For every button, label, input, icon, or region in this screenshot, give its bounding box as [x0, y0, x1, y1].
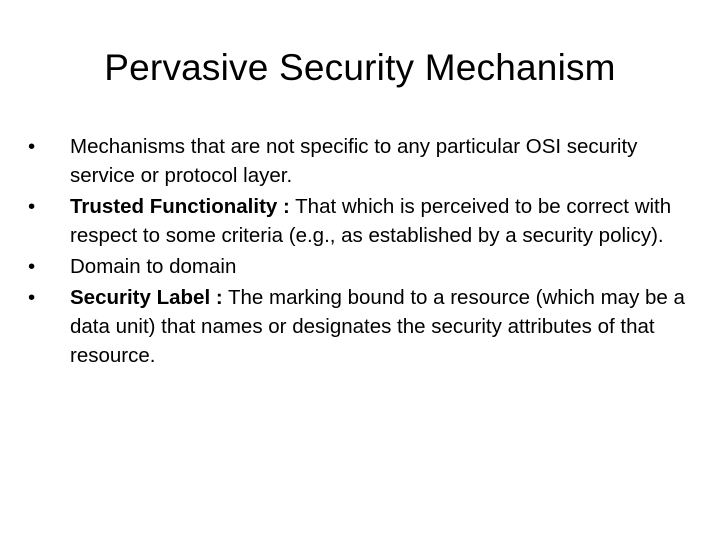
slide-title: Pervasive Security Mechanism — [104, 47, 616, 88]
bullet-dot-icon: • — [28, 135, 36, 158]
bullet-item — [26, 132, 686, 190]
bullet-term: Security Label : — [70, 286, 223, 309]
bullet-item — [26, 252, 686, 281]
bullet-item — [26, 192, 686, 250]
bullet-dot-icon: • — [28, 286, 36, 309]
bullet-item — [26, 283, 686, 370]
bullet-dot-icon: • — [28, 255, 36, 278]
bullet-text: Mechanisms that are not specific to any particular OSI security service or protocol layer. — [70, 135, 638, 187]
bullet-text: The marking bound to a resource (which may be a data unit) that names or designates the security attributes of that resource. — [70, 286, 685, 367]
bullet-text: Domain to domain — [70, 255, 237, 278]
bullet-list — [26, 132, 686, 372]
bullet-term: Trusted Functionality : — [70, 195, 290, 218]
bullet-text: That which is perceived to be correct with respect to some criteria (e.g., as established by a security policy). — [70, 195, 672, 247]
bullet-dot-icon: • — [28, 195, 36, 218]
